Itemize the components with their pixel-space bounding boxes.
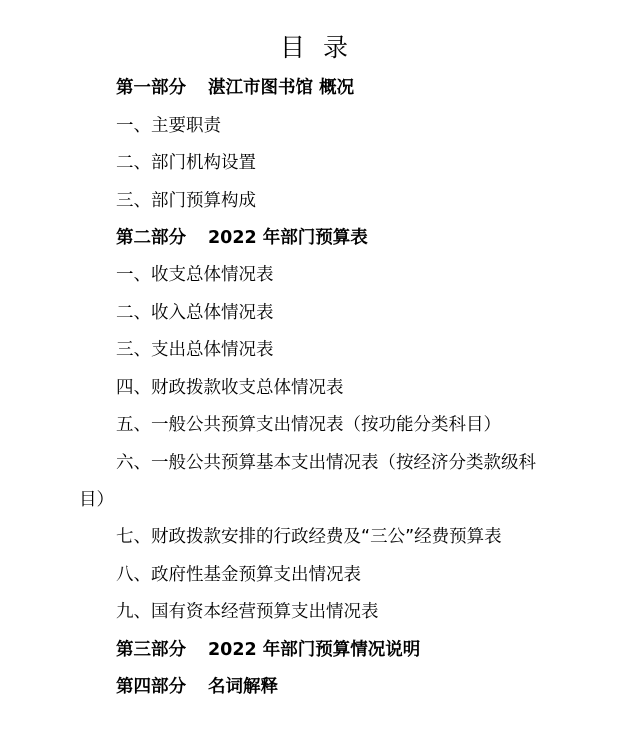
toc-part-1: [116, 76, 354, 100]
toc-item: 三、部门预算构成: [116, 191, 256, 211]
toc-item-continuation: 目）: [79, 490, 114, 510]
toc-item: 六、一般公共预算基本支出情况表（按经济分类款级科: [116, 453, 536, 473]
toc-item: 七、财政拨款安排的行政经费及“三公”经费预算表: [116, 527, 502, 547]
toc-part-2: [116, 226, 368, 250]
title-char-1: 目: [279, 33, 305, 62]
toc-item: 四、财政拨款收支总体情况表: [116, 378, 344, 398]
toc-item: 五、一般公共预算支出情况表（按功能分类科目）: [116, 415, 501, 435]
toc-part-label: 2022 年部门预算表: [208, 228, 368, 248]
toc-item: 九、国有资本经营预算支出情况表: [116, 602, 379, 622]
toc-part-4: [116, 675, 278, 699]
toc-item: 三、支出总体情况表: [116, 340, 274, 360]
toc-item: 一、主要职责: [116, 116, 221, 136]
title-char-2: 录: [323, 33, 349, 62]
toc-part-label: 2022 年部门预算情况说明: [208, 640, 421, 660]
toc-item: 八、政府性基金预算支出情况表: [116, 565, 361, 585]
toc-part-label: 名词解释: [208, 677, 278, 697]
toc-part-3: [116, 638, 420, 662]
toc-part-number: 第二部分: [116, 228, 186, 248]
toc-part-number: 第三部分: [116, 640, 186, 660]
toc-item: 一、收支总体情况表: [116, 265, 274, 285]
toc-part-label: 湛江市图书馆 概况: [208, 78, 355, 98]
toc-item: 二、收入总体情况表: [116, 303, 274, 323]
toc-item: 二、部门机构设置: [116, 153, 256, 173]
toc-part-number: 第一部分: [116, 78, 186, 98]
toc-part-number: 第四部分: [116, 677, 186, 697]
